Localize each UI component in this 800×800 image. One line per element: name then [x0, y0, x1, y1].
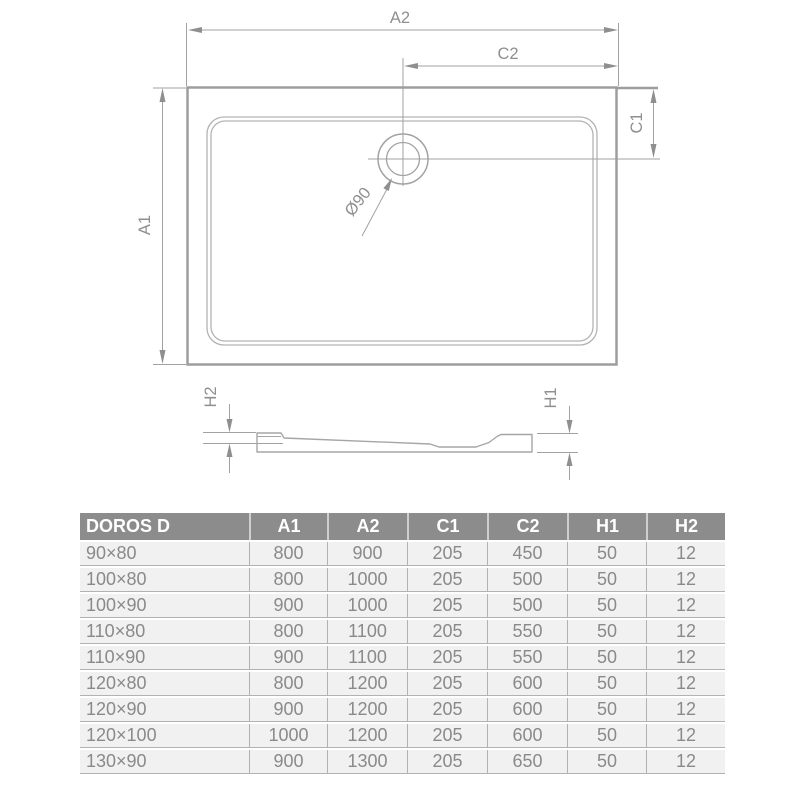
value-cell: 500: [487, 568, 567, 591]
value-cell: 550: [487, 620, 567, 643]
header-h1: H1: [567, 513, 646, 540]
top-view: [188, 58, 661, 365]
value-cell: 12: [646, 750, 725, 773]
dimension-label-a2: A2: [389, 9, 411, 27]
value-cell: 205: [407, 542, 487, 565]
arrow-up-icon: [227, 444, 233, 458]
value-cell: 12: [646, 646, 725, 669]
size-cell: 120×100: [86, 725, 157, 745]
drain-diameter-label: Ø90: [341, 184, 375, 220]
table-header-row: [80, 513, 725, 540]
value-cell: 500: [487, 594, 567, 617]
value-cell: 450: [487, 542, 567, 565]
size-cell: 100×80: [86, 569, 147, 589]
value-cell: 50: [567, 672, 646, 695]
dimension-label-c1: C1: [628, 112, 646, 134]
value-cell: 1200: [327, 672, 407, 695]
value-cell: 800: [249, 542, 327, 565]
header-a2: A2: [327, 513, 407, 540]
value-cell: 900: [327, 542, 407, 565]
value-cell: 205: [407, 620, 487, 643]
arrow-down-icon: [567, 420, 573, 434]
table-row: [80, 750, 725, 774]
value-cell: 1200: [327, 698, 407, 721]
dimension-c2: [404, 45, 618, 69]
value-cell: 50: [567, 620, 646, 643]
arrow-up-icon: [160, 88, 166, 102]
value-cell: 205: [407, 568, 487, 591]
value-cell: 205: [407, 646, 487, 669]
side-view: [257, 433, 532, 452]
dimension-a1: [136, 88, 186, 365]
table-row: [80, 724, 725, 748]
value-cell: 1100: [327, 620, 407, 643]
table-row: [80, 542, 725, 566]
dimension-label-c2: C2: [497, 45, 519, 63]
size-cell: 110×90: [86, 647, 146, 667]
size-cell: 120×90: [86, 699, 147, 719]
table-row: [80, 594, 725, 618]
table-body: [80, 542, 725, 774]
size-cell: 110×80: [86, 621, 146, 641]
value-cell: 1000: [327, 568, 407, 591]
value-cell: 600: [487, 724, 567, 747]
value-cell: 205: [407, 698, 487, 721]
dimension-label-h1: H1: [542, 387, 560, 409]
header-a1: A1: [249, 513, 327, 540]
dimensions-table: [80, 513, 725, 776]
table-row: [80, 646, 725, 670]
dimension-h1: [537, 387, 578, 480]
value-cell: 900: [249, 594, 327, 617]
header-c1: C1: [407, 513, 487, 540]
value-cell: 900: [249, 750, 327, 773]
table-row: [80, 620, 725, 644]
value-cell: 12: [646, 698, 725, 721]
value-cell: 900: [249, 646, 327, 669]
value-cell: 550: [487, 646, 567, 669]
value-cell: 50: [567, 542, 646, 565]
size-cell: 130×90: [86, 751, 147, 771]
value-cell: 12: [646, 568, 725, 591]
value-cell: 1300: [327, 750, 407, 773]
arrow-left-icon: [188, 27, 202, 33]
size-cell: 120×80: [86, 673, 147, 693]
dimension-label-a1: A1: [136, 214, 154, 236]
value-cell: 1200: [327, 724, 407, 747]
value-cell: 12: [646, 672, 725, 695]
value-cell: 600: [487, 672, 567, 695]
table-row: [80, 568, 725, 592]
size-cell: 100×90: [86, 595, 147, 615]
arrow-left-icon: [404, 63, 418, 69]
tray-outline: [188, 88, 617, 365]
value-cell: 50: [567, 568, 646, 591]
table-row: [80, 672, 725, 696]
value-cell: 205: [407, 594, 487, 617]
arrow-right-icon: [604, 63, 618, 69]
arrow-right-icon: [604, 27, 618, 33]
arrow-down-icon: [651, 144, 657, 158]
arrow-down-icon: [227, 419, 233, 433]
header-h2: H2: [646, 513, 725, 540]
value-cell: 205: [407, 750, 487, 773]
value-cell: 800: [249, 568, 327, 591]
value-cell: 900: [249, 698, 327, 721]
value-cell: 50: [567, 646, 646, 669]
value-cell: 12: [646, 594, 725, 617]
value-cell: 50: [567, 750, 646, 773]
value-cell: 650: [487, 750, 567, 773]
side-profile-outline: [257, 433, 532, 452]
arrow-up-icon: [651, 89, 657, 103]
arrow-down-icon: [160, 350, 166, 364]
value-cell: 50: [567, 698, 646, 721]
size-cell: 90×80: [86, 543, 137, 563]
header-model: DOROS D: [86, 516, 171, 536]
value-cell: 12: [646, 542, 725, 565]
value-cell: 600: [487, 698, 567, 721]
value-cell: 205: [407, 672, 487, 695]
dimension-label-h2: H2: [202, 386, 220, 408]
header-c2: C2: [487, 513, 567, 540]
value-cell: 1000: [327, 594, 407, 617]
value-cell: 800: [249, 672, 327, 695]
value-cell: 50: [567, 594, 646, 617]
table-row: [80, 698, 725, 722]
value-cell: 12: [646, 724, 725, 747]
value-cell: 50: [567, 724, 646, 747]
value-cell: 205: [407, 724, 487, 747]
value-cell: 800: [249, 620, 327, 643]
dimension-h2: [202, 386, 283, 473]
arrow-up-icon: [567, 453, 573, 467]
value-cell: 1000: [249, 724, 327, 747]
value-cell: 1100: [327, 646, 407, 669]
value-cell: 12: [646, 620, 725, 643]
dimension-c1: [628, 89, 657, 158]
